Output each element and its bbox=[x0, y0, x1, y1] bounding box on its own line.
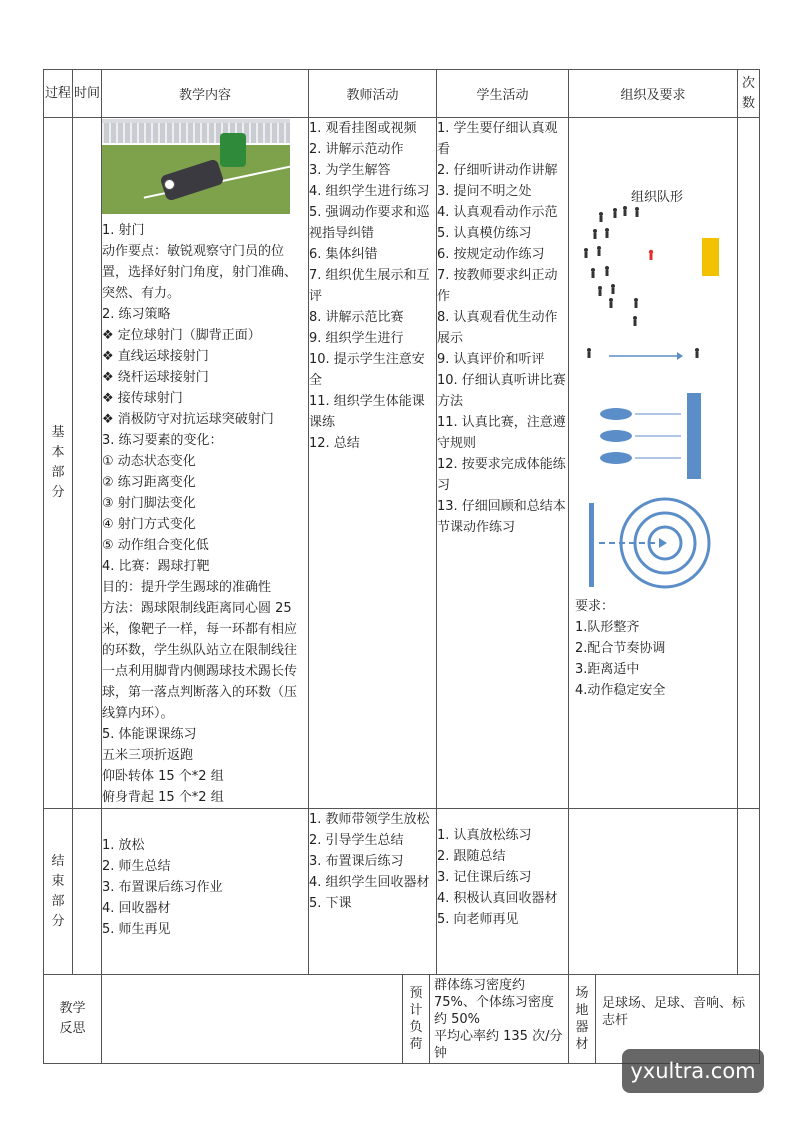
list-item: 1. 观看挂图或视频 bbox=[309, 121, 417, 136]
list-item: ③ 射门脚法变化 bbox=[102, 496, 196, 511]
equipment-value: 足球场、足球、音响、标志杆 bbox=[595, 975, 759, 1063]
player-icon bbox=[605, 228, 609, 238]
list-item: 群体练习密度约 75%、个体练习密度约 50% bbox=[434, 978, 554, 1027]
header-count: 次数 bbox=[738, 70, 760, 118]
list-item: 3. 提问不明之处 bbox=[437, 184, 532, 199]
list-item: 9. 认真评价和听评 bbox=[437, 352, 545, 367]
header-content: 教学内容 bbox=[102, 70, 309, 118]
limit-line bbox=[589, 503, 594, 587]
basic-student-list bbox=[437, 118, 568, 538]
list-item: 1. 学生要仔细认真观看 bbox=[437, 121, 558, 157]
list-item: 10. 提示学生注意安全 bbox=[309, 352, 425, 388]
watermark: yxultra.com bbox=[622, 1049, 764, 1093]
list-item: 俯身背起 15 个*2 组 bbox=[102, 790, 224, 805]
basic-section-label: 基本部分 bbox=[44, 118, 73, 809]
ending-section-label: 结束部分 bbox=[44, 809, 73, 975]
list-item: 9. 组织学生进行 bbox=[309, 331, 404, 346]
ending-content-cell bbox=[102, 809, 309, 975]
list-item: 7. 按教师要求纠正动作 bbox=[437, 268, 558, 304]
basic-count-cell bbox=[738, 118, 760, 809]
organize-cell bbox=[569, 118, 738, 809]
ending-teacher-list bbox=[309, 809, 436, 914]
ending-time-cell bbox=[73, 809, 102, 975]
ending-organize-cell bbox=[569, 809, 738, 975]
list-item: ❖ 接传球射门 bbox=[102, 391, 183, 406]
header-teacher: 教师活动 bbox=[309, 70, 437, 118]
list-item: 目的：提升学生踢球的准确性 bbox=[102, 580, 272, 595]
requirements-list bbox=[575, 596, 665, 701]
list-item: 4. 比赛：踢球打靶 bbox=[102, 559, 210, 574]
list-item: 6. 按规定动作练习 bbox=[437, 247, 545, 262]
list-item: ④ 射门方式变化 bbox=[102, 517, 196, 532]
kick-arrow-head bbox=[659, 538, 667, 548]
list-item: 1. 放松 bbox=[102, 838, 145, 853]
list-item: 6. 集体纠错 bbox=[309, 247, 378, 262]
player-icon bbox=[597, 246, 601, 256]
list-item: 3. 为学生解答 bbox=[309, 163, 391, 178]
list-item: 五米三项折返跑 bbox=[102, 748, 194, 763]
list-item: 13. 仔细回顾和总结本节课动作练习 bbox=[437, 499, 566, 535]
list-item: 仰卧转体 15 个*2 组 bbox=[102, 769, 224, 784]
basic-teacher-cell bbox=[309, 118, 437, 809]
player-icon bbox=[635, 207, 639, 217]
reflection-label: 教学反思 bbox=[44, 975, 102, 1064]
list-item: 5. 体能课课练习 bbox=[102, 727, 197, 742]
player-icon bbox=[591, 268, 595, 278]
list-item: ❖ 定位球射门（脚背正面） bbox=[102, 328, 261, 343]
goal-target bbox=[702, 238, 719, 276]
player-icon bbox=[613, 208, 617, 218]
list-item: 12. 按要求完成体能练习 bbox=[437, 457, 566, 493]
list-item: 5. 向老师再见 bbox=[437, 912, 519, 927]
player-icon bbox=[623, 206, 627, 216]
list-item: 4. 积极认真回收器材 bbox=[437, 891, 558, 906]
list-item: 1. 射门 bbox=[102, 223, 145, 238]
list-item: 10. 仔细认真听讲比赛方法 bbox=[437, 373, 566, 409]
shooting-photo bbox=[102, 119, 290, 214]
basic-student-cell bbox=[437, 118, 569, 809]
list-item: 4. 回收器材 bbox=[102, 901, 171, 916]
header-row bbox=[44, 70, 760, 118]
ending-teacher-cell bbox=[309, 809, 437, 975]
player-icon bbox=[593, 229, 597, 239]
list-item: 2. 讲解示范动作 bbox=[309, 142, 404, 157]
player-icon bbox=[611, 284, 615, 294]
goalkeeper-icon bbox=[649, 250, 653, 260]
basic-content-list bbox=[102, 220, 308, 808]
list-item: 5. 认真模仿练习 bbox=[437, 226, 532, 241]
header-process: 过程 bbox=[44, 70, 73, 118]
list-item: 7. 组织优生展示和互评 bbox=[309, 268, 430, 304]
player-icon bbox=[584, 248, 588, 258]
ending-student-list bbox=[437, 825, 568, 930]
list-item: ⑤ 动作组合变化低 bbox=[102, 538, 209, 553]
list-item: 11. 认真比赛，注意遵守规则 bbox=[437, 415, 566, 451]
list-item: 5. 下课 bbox=[309, 896, 352, 911]
player-icon bbox=[609, 298, 613, 308]
list-item: 1.队形整齐 bbox=[575, 620, 640, 635]
list-item: 4. 认真观看动作示范 bbox=[437, 205, 558, 220]
list-item: ① 动态状态变化 bbox=[102, 454, 196, 469]
list-item: 平均心率约 135 次/分钟 bbox=[434, 1029, 563, 1061]
list-item: 3. 布置课后练习 bbox=[309, 854, 404, 869]
organize-title: 组织队形 bbox=[631, 190, 684, 205]
list-item: 3. 练习要素的变化： bbox=[102, 433, 223, 448]
reflection-cell bbox=[102, 975, 569, 1064]
list-item: 2.配合节奏协调 bbox=[575, 641, 666, 656]
ending-section-row bbox=[44, 809, 760, 975]
list-item: 动作要点：敏锐观察守门员的位置，选择好射门角度，射门准确、突然、有力。 bbox=[102, 244, 298, 301]
lesson-plan-table bbox=[43, 69, 760, 1064]
list-item: 2. 跟随总结 bbox=[437, 849, 506, 864]
list-item: 3. 记住课后练习 bbox=[437, 870, 532, 885]
player-icon bbox=[633, 316, 637, 326]
list-item: 4. 组织学生回收器材 bbox=[309, 875, 430, 890]
list-item: 3. 布置课后练习作业 bbox=[102, 880, 223, 895]
list-item: 方法：踢球限制线距离同心圆 25 米，像靶子一样，每一环都有相应的环数，学生纵队站立在限制线往一点利用脚背内侧踢球技术踢长传球，第一落点判断落入的环数（压线算内环）。 bbox=[102, 601, 298, 721]
player-icon bbox=[599, 212, 603, 222]
list-item: ❖ 绕杆运球接射门 bbox=[102, 370, 209, 385]
list-item: 8. 认真观看优生动作展示 bbox=[437, 310, 558, 346]
list-item: 1. 认真放松练习 bbox=[437, 828, 532, 843]
list-item: 12. 总结 bbox=[309, 436, 360, 451]
equipment-label: 场地器材 bbox=[575, 986, 589, 1052]
load-value bbox=[429, 975, 568, 1063]
basic-teacher-list bbox=[309, 118, 436, 454]
list-item: 2. 师生总结 bbox=[102, 859, 171, 874]
list-item: ② 练习距离变化 bbox=[102, 475, 196, 490]
header-student: 学生活动 bbox=[437, 70, 569, 118]
list-item: ❖ 消极防守对抗运球突破射门 bbox=[102, 412, 274, 427]
list-item: 5. 师生再见 bbox=[102, 922, 171, 937]
player-icon bbox=[695, 348, 699, 358]
list-item: 3.距离适中 bbox=[575, 662, 640, 677]
header-time: 时间 bbox=[73, 70, 102, 118]
player-icon bbox=[634, 298, 638, 308]
list-item: 1. 教师带领学生放松 bbox=[309, 812, 430, 827]
player-icon bbox=[587, 348, 591, 358]
header-organize: 组织及要求 bbox=[569, 70, 738, 118]
list-item: 2. 仔细听讲动作讲解 bbox=[437, 163, 558, 178]
ending-count-cell bbox=[738, 809, 760, 975]
list-item: 2. 引导学生总结 bbox=[309, 833, 404, 848]
list-item: 8. 讲解示范比赛 bbox=[309, 310, 404, 325]
list-item: 4. 组织学生进行练习 bbox=[309, 184, 430, 199]
list-item: 4.动作稳定安全 bbox=[575, 683, 666, 698]
ending-content-list bbox=[102, 835, 308, 940]
arrow-head bbox=[677, 352, 683, 360]
load-label: 预计负荷 bbox=[402, 975, 429, 1063]
basic-content-cell bbox=[102, 118, 309, 809]
basic-section-row bbox=[44, 118, 760, 809]
list-item: 要求： bbox=[575, 599, 615, 614]
ending-student-cell bbox=[437, 809, 569, 975]
list-item: 11. 组织学生体能课课练 bbox=[309, 394, 425, 430]
basic-time-cell bbox=[73, 118, 102, 809]
player-icon bbox=[605, 266, 609, 276]
formation-diagram bbox=[569, 118, 738, 598]
formation-players bbox=[584, 206, 639, 326]
pole-drill bbox=[600, 393, 701, 479]
list-item: 2. 练习策略 bbox=[102, 307, 171, 322]
player-icon bbox=[598, 286, 602, 296]
list-item: 5. 强调动作要求和巡视指导纠错 bbox=[309, 205, 430, 241]
list-item: ❖ 直线运球接射门 bbox=[102, 349, 209, 364]
